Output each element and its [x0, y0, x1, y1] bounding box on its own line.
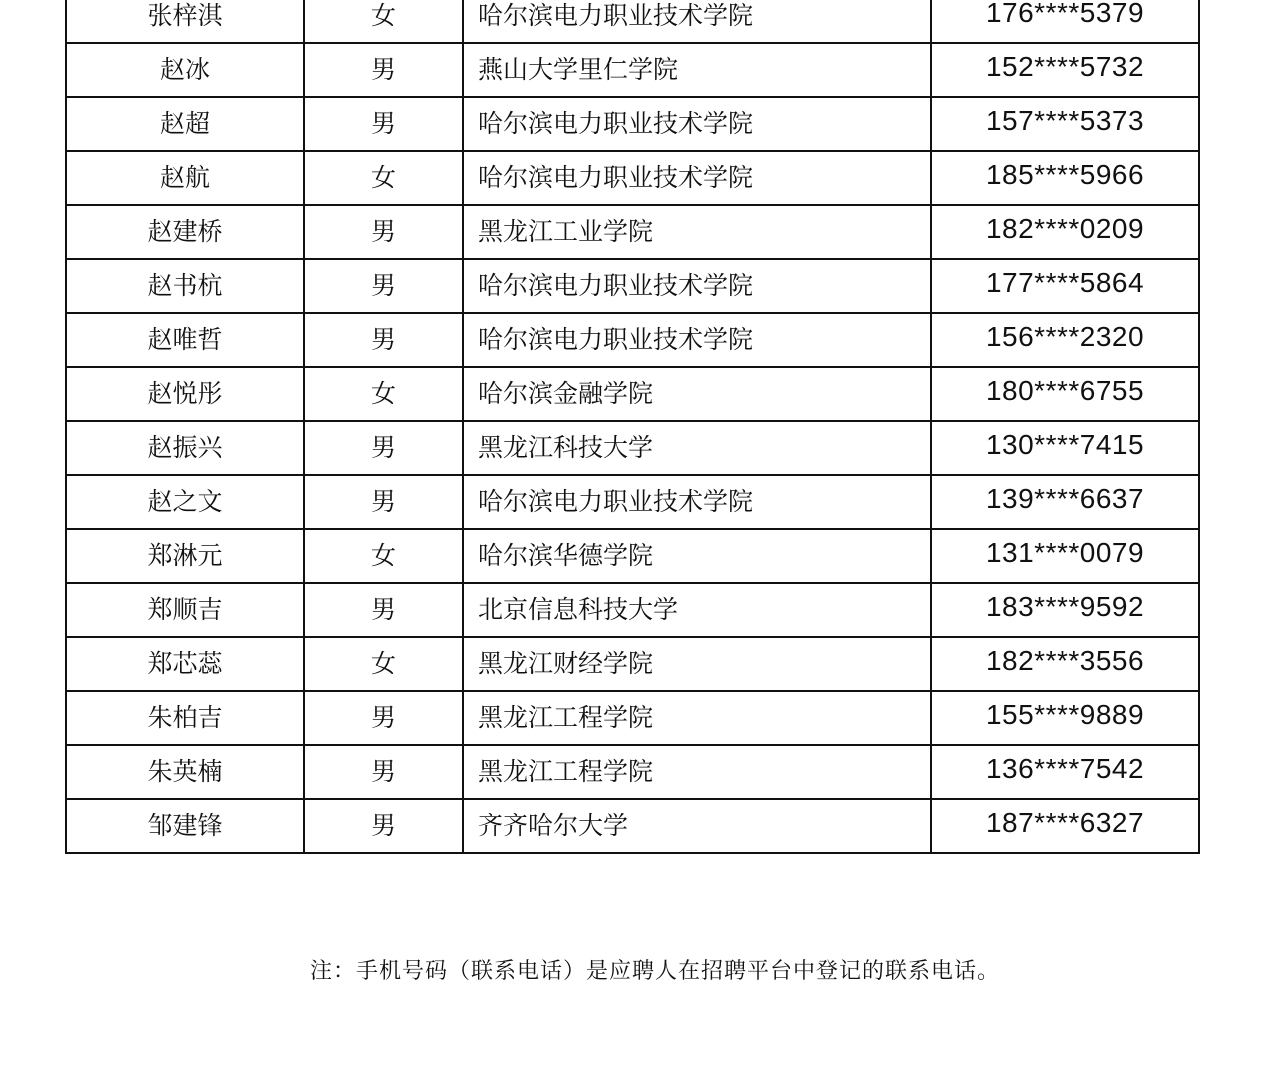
table-row	[66, 367, 1199, 421]
school-cell: 齐齐哈尔大学	[463, 799, 931, 853]
table-row	[66, 313, 1199, 367]
name-cell: 赵超	[66, 97, 304, 151]
gender-cell: 男	[304, 97, 463, 151]
school-cell: 黑龙江工程学院	[463, 691, 931, 745]
school-cell: 哈尔滨电力职业技术学院	[463, 97, 931, 151]
table-row	[66, 0, 1199, 43]
table-row	[66, 475, 1199, 529]
name-cell: 赵振兴	[66, 421, 304, 475]
name-cell: 朱英楠	[66, 745, 304, 799]
gender-cell: 男	[304, 745, 463, 799]
table-row	[66, 259, 1199, 313]
table-row	[66, 691, 1199, 745]
gender-cell: 男	[304, 43, 463, 97]
gender-cell: 男	[304, 421, 463, 475]
phone-cell: 182****3556	[931, 637, 1199, 691]
name-cell: 朱柏吉	[66, 691, 304, 745]
phone-cell: 156****2320	[931, 313, 1199, 367]
school-cell: 北京信息科技大学	[463, 583, 931, 637]
gender-cell: 女	[304, 637, 463, 691]
gender-cell: 女	[304, 151, 463, 205]
gender-cell: 男	[304, 205, 463, 259]
gender-cell: 女	[304, 367, 463, 421]
school-cell: 黑龙江工程学院	[463, 745, 931, 799]
name-cell: 张梓淇	[66, 0, 304, 43]
phone-cell: 136****7542	[931, 745, 1199, 799]
table-row	[66, 799, 1199, 853]
phone-cell: 139****6637	[931, 475, 1199, 529]
applicant-table-container	[65, 0, 1200, 854]
school-cell: 燕山大学里仁学院	[463, 43, 931, 97]
phone-cell: 185****5966	[931, 151, 1199, 205]
gender-cell: 女	[304, 0, 463, 43]
name-cell: 郑顺吉	[66, 583, 304, 637]
table-row	[66, 745, 1199, 799]
table-row	[66, 637, 1199, 691]
phone-cell: 182****0209	[931, 205, 1199, 259]
table-row	[66, 205, 1199, 259]
applicant-table	[65, 0, 1200, 854]
table-row	[66, 97, 1199, 151]
phone-cell: 176****5379	[931, 0, 1199, 43]
phone-cell: 157****5373	[931, 97, 1199, 151]
gender-cell: 女	[304, 529, 463, 583]
table-row	[66, 583, 1199, 637]
phone-cell: 130****7415	[931, 421, 1199, 475]
name-cell: 赵冰	[66, 43, 304, 97]
name-cell: 赵之文	[66, 475, 304, 529]
phone-cell: 180****6755	[931, 367, 1199, 421]
table-row	[66, 529, 1199, 583]
phone-cell: 152****5732	[931, 43, 1199, 97]
phone-cell: 177****5864	[931, 259, 1199, 313]
name-cell: 邹建锋	[66, 799, 304, 853]
name-cell: 赵悦彤	[66, 367, 304, 421]
school-cell: 哈尔滨电力职业技术学院	[463, 313, 931, 367]
name-cell: 赵建桥	[66, 205, 304, 259]
school-cell: 哈尔滨金融学院	[463, 367, 931, 421]
phone-cell: 131****0079	[931, 529, 1199, 583]
gender-cell: 男	[304, 583, 463, 637]
phone-cell: 183****9592	[931, 583, 1199, 637]
school-cell: 哈尔滨电力职业技术学院	[463, 259, 931, 313]
school-cell: 黑龙江科技大学	[463, 421, 931, 475]
name-cell: 郑芯蕊	[66, 637, 304, 691]
table-body	[66, 0, 1199, 853]
name-cell: 郑淋元	[66, 529, 304, 583]
gender-cell: 男	[304, 259, 463, 313]
phone-cell: 187****6327	[931, 799, 1199, 853]
footnote: 注：手机号码（联系电话）是应聘人在招聘平台中登记的联系电话。	[309, 959, 1000, 984]
table-row	[66, 43, 1199, 97]
school-cell: 黑龙江工业学院	[463, 205, 931, 259]
gender-cell: 男	[304, 691, 463, 745]
table-row	[66, 151, 1199, 205]
school-cell: 哈尔滨电力职业技术学院	[463, 151, 931, 205]
name-cell: 赵书杭	[66, 259, 304, 313]
phone-cell: 155****9889	[931, 691, 1199, 745]
gender-cell: 男	[304, 475, 463, 529]
school-cell: 哈尔滨电力职业技术学院	[463, 475, 931, 529]
school-cell: 黑龙江财经学院	[463, 637, 931, 691]
gender-cell: 男	[304, 313, 463, 367]
table-row	[66, 421, 1199, 475]
school-cell: 哈尔滨电力职业技术学院	[463, 0, 931, 43]
name-cell: 赵航	[66, 151, 304, 205]
gender-cell: 男	[304, 799, 463, 853]
name-cell: 赵唯哲	[66, 313, 304, 367]
school-cell: 哈尔滨华德学院	[463, 529, 931, 583]
